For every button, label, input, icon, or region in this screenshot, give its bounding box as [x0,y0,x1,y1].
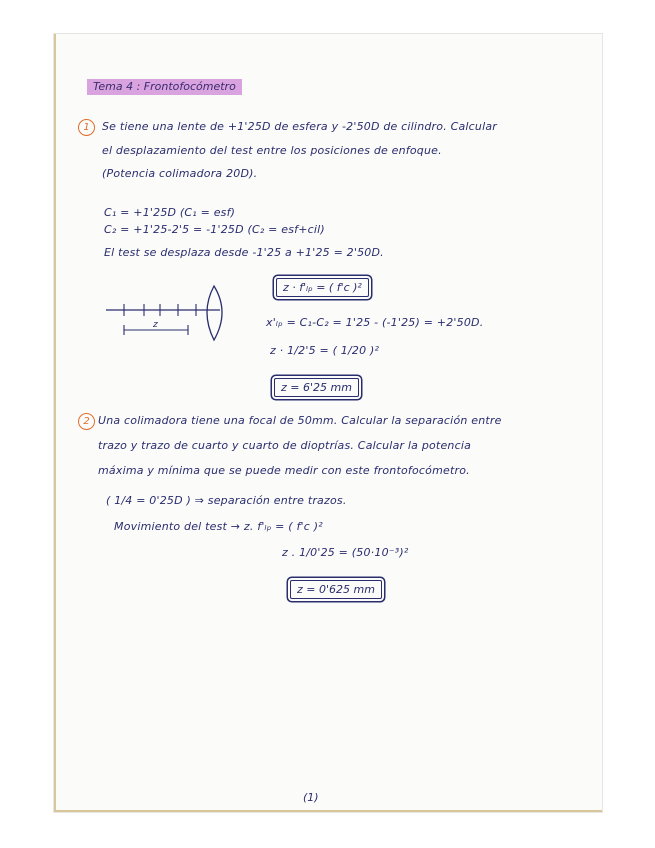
problem-1-statement-line: el desplazamiento del test entre los posiciones de enfoque. [102,144,442,157]
problem-1-calc-line: z · 1/2'5 = ( 1/20 )² [270,344,380,357]
page-edge-left [54,34,56,812]
problem-1-number: 1 [78,119,95,136]
problem-2-statement-line: máxima y mínima que se puede medir con este frontofocómetro. [98,464,470,477]
problem-2-number: 2 [78,413,95,430]
problem-1-work-line: El test se desplaza desde -1'25 a +1'25 = 2'50D. [104,246,384,259]
problem-2-work-line: z . 1/0'25 = (50·10⁻³)² [282,546,409,559]
lens-diagram [102,284,242,354]
problem-2-result-box: z = 0'625 mm [290,580,382,599]
problem-1-result-box: z = 6'25 mm [274,378,359,397]
page-number: (1) [303,791,319,804]
z-dimension-label: z [153,320,158,330]
problem-2-work-line: ( 1/4 = 0'25D ) ⇒ separación entre trazos. [106,494,347,507]
problem-1-statement-line: Se tiene una lente de +1'25D de esfera y -2'50D de cilindro. Calcular [102,120,498,133]
problem-1-statement-line: (Potencia colimadora 20D). [102,167,258,180]
problem-1-work-line: C₂ = +1'25-2'5 = -1'25D (C₂ = esf+cil) [104,223,325,236]
problem-2-statement-line: Una colimadora tiene una focal de 50mm. Calcular la separación entre [98,414,502,427]
convex-lens [207,286,222,340]
problem-1-work-line: C₁ = +1'25D (C₁ = esf) [104,206,236,219]
problem-2-work-line: Movimiento del test → z. f'ₗₚ = ( f'c )² [114,520,323,533]
problem-2-statement-line: trazo y trazo de cuarto y cuarto de dioptrías. Calcular la potencia [98,439,472,452]
page-title: Tema 4 : Frontofocómetro [87,79,242,95]
problem-1-formula-box: z · f'ₗₚ = ( f'c )² [276,278,369,297]
notebook-page [54,34,602,812]
page-edge-bottom [54,810,602,812]
problem-1-formula-line: x'ₗₚ = C₁-C₂ = 1'25 - (-1'25) = +2'50D. [266,316,484,329]
